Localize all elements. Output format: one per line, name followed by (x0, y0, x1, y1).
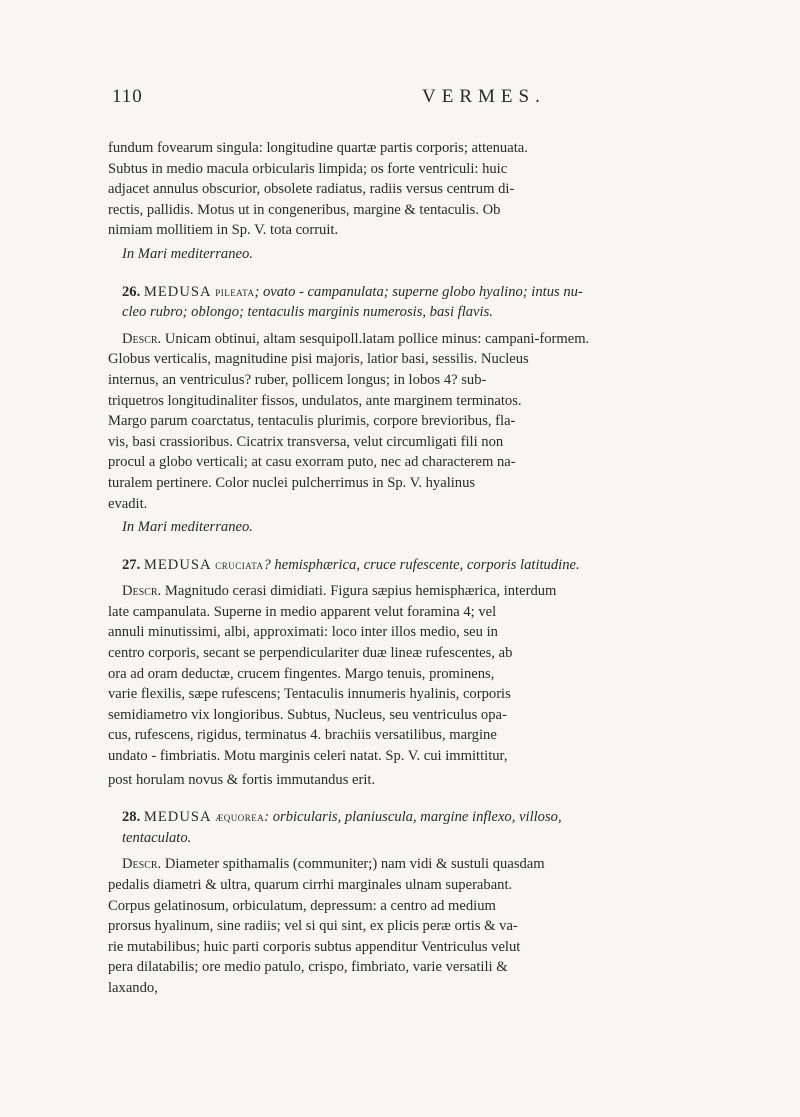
species-epithet: cruciata (215, 556, 264, 572)
text-line: cus, rufescens, rigidus, terminatus 4. brachiis versatilibus, margine (108, 727, 497, 744)
species-epithet: æquorea (215, 809, 265, 825)
genus-name: MEDUSA (143, 809, 212, 826)
description-line: Descr. Diameter spithamalis (communiter;) nam vidi & sustuli quasdam (122, 856, 545, 873)
description-line: Descr. Magnitudo cerasi dimidiati. Figura sæpius hemisphærica, interdum (122, 583, 557, 600)
habitat-line: In Mari mediterraneo. (122, 519, 253, 536)
text-line: rie mutabilibus; huic parti corporis subtus appenditur Ventriculus velut (108, 938, 521, 955)
text-line: Margo parum coarctatus, tentaculis plurimis, corpore brevioribus, fla- (108, 413, 516, 430)
text-line: evadit. (108, 495, 148, 512)
text-line: rectis, pallidis. Motus ut in congeneribus, margine & tentaculis. Ob (108, 201, 501, 218)
page-number: 110 (112, 86, 143, 107)
entry-number: 27. (122, 556, 141, 573)
text-line: procul a globo verticali; at casu exorram puto, nec ad characterem na- (108, 454, 516, 471)
entry-25-continuation (108, 138, 726, 265)
diagnosis-line: cleo rubro; oblongo; tentaculis marginis numerosis, basi flavis. (122, 304, 493, 321)
entry-number: 26. (122, 283, 141, 300)
text-line: late campanulata. Superne in medio apparent velut foramina 4; vel (108, 603, 497, 620)
text-line: triquetros longitudinaliter fissos, undulatos, ante marginem terminatos. (108, 392, 522, 409)
text-line: Corpus gelatinosum, orbiculatum, depressum: a centro ad medium (108, 897, 496, 914)
descr-label: Descr. (122, 583, 162, 600)
text-line: semidiametro vix longioribus. Subtus, Nucleus, seu ventriculus opa- (108, 706, 507, 723)
text-line: ora ad oram deductæ, crucem fingentes. Margo tenuis, prominens, (108, 665, 495, 682)
genus-name: MEDUSA (143, 556, 212, 573)
page-header (108, 86, 726, 108)
diagnosis: ? hemisphærica, cruce rufescente, corporis latitudine. (263, 556, 580, 573)
text-line: annuli minutissimi, albi, approximati: loco inter illos medio, seu in (108, 624, 498, 641)
text-line: centro corporis, secant se perpendiculariter duæ lineæ rufescentes, ab (108, 645, 513, 662)
text-line: laxando, (108, 979, 158, 996)
text-line: post horulam novus & fortis immutandus erit. (108, 771, 376, 788)
entry-26 (108, 282, 726, 538)
text-line: undato - fimbriatis. Motu marginis celeri natat. Sp. V. cui immittitur, (108, 748, 508, 765)
entry-27 (108, 555, 726, 791)
text-line: fundum fovearum singula: longitudine quartæ partis corporis; attenuata. (108, 140, 528, 156)
diagnosis-line: tentaculato. (122, 829, 192, 846)
genus-name: MEDUSA (143, 283, 212, 300)
description-line: Descr. Unicam obtinui, altam sesquipoll.latam pollice minus: campani-formem. (122, 330, 590, 347)
diagnosis: : orbicularis, planiuscula, margine inflexo, villoso, (264, 809, 562, 826)
entry-28 (108, 807, 726, 998)
habitat-line: In Mari mediterraneo. (122, 245, 253, 262)
species-heading (108, 807, 726, 828)
entry-number: 28. (122, 809, 141, 826)
text-line: vis, basi crassioribus. Cicatrix transversa, velut circumligati fili non (108, 433, 504, 450)
text-line: varie flexilis, sæpe rufescens; Tentaculis innumeris hyalinis, corporis (108, 686, 511, 703)
text-line: pedalis diametri & ultra, quarum cirrhi marginales ulnam superabant. (108, 877, 513, 893)
text-line: Subtus in medio macula orbicularis limpida; os forte ventriculi: huic (108, 160, 508, 177)
text-line: nimiam mollitiem in Sp. V. tota corruit. (108, 222, 339, 239)
diagnosis: ; ovato - campanulata; superne globo hyalino; intus nu- (254, 283, 583, 300)
species-heading (108, 555, 726, 576)
running-title: VERMES. (422, 86, 546, 107)
text-line: prorsus hyalinum, sine radiis; vel si qui sint, ex plicis peræ ortis & va- (108, 918, 518, 935)
text-line: adjacet annulus obscurior, obsolete radiatus, radiis versus centrum di- (108, 181, 515, 198)
species-heading (108, 282, 726, 303)
descr-label: Descr. (122, 330, 162, 347)
text-line: Globus verticalis, magnitudine pisi majoris, latior basi, sessilis. Nucleus (108, 351, 529, 368)
descr-label: Descr. (122, 856, 162, 873)
text-line: internus, an ventriculus? ruber, pollicem longus; in lobos 4? sub- (108, 371, 487, 388)
text-line: pera dilatabilis; ore medio patulo, crispo, fimbriato, varie versatili & (108, 959, 508, 976)
species-epithet: pileata (215, 283, 255, 299)
text-line: turalem pertinere. Color nuclei pulcherrimus in Sp. V. hyalinus (108, 474, 476, 491)
